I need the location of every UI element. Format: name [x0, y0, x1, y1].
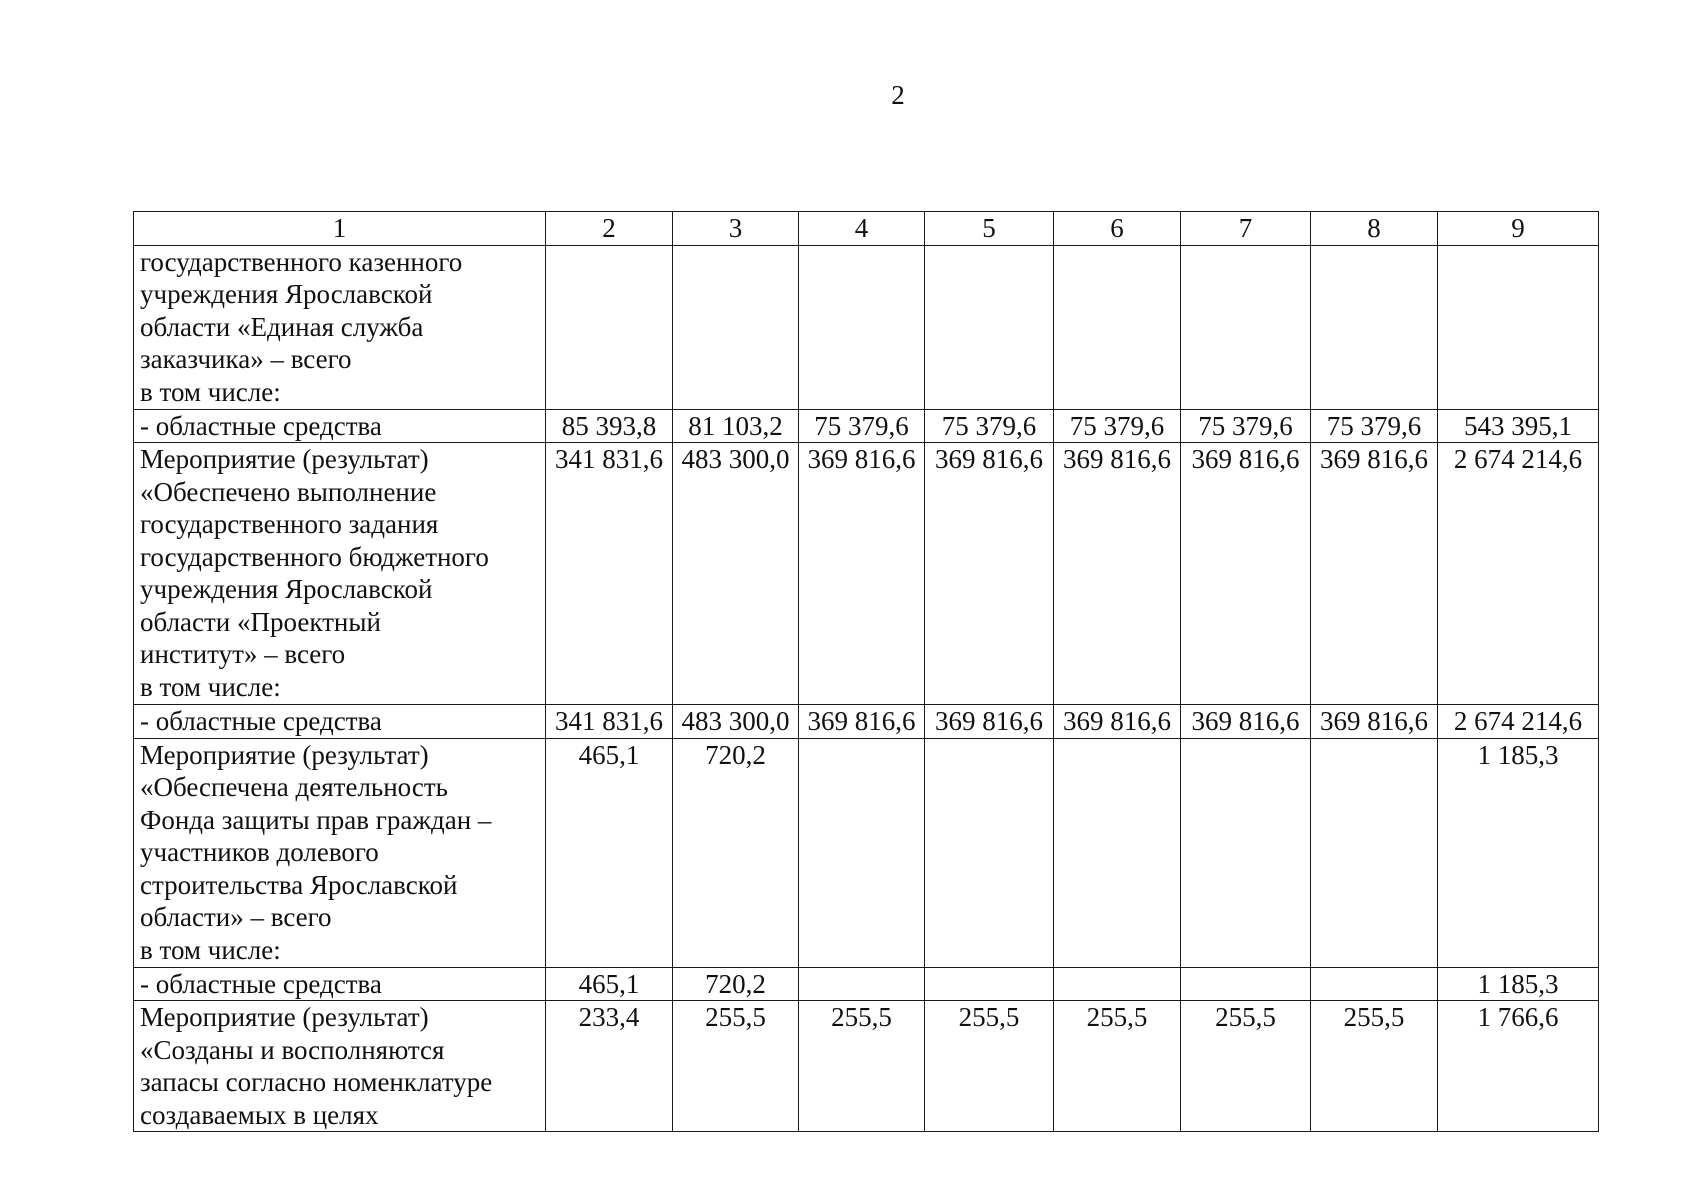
- value-cell: 1 185,3: [1438, 738, 1599, 967]
- value-cell: 85 393,8: [546, 409, 673, 443]
- value-cell: [1054, 967, 1181, 1001]
- value-cell: [799, 738, 925, 967]
- row-name-cell: Мероприятие (результат) «Обеспечено выполнение государственного задания государственного бюджетного учреждения Ярославской области «Проектный институт» – всего в том числе:: [134, 443, 546, 705]
- value-cell: 369 816,6: [925, 443, 1054, 705]
- value-cell: 369 816,6: [1311, 705, 1438, 739]
- value-cell: [1311, 245, 1438, 409]
- value-cell: [1181, 738, 1311, 967]
- value-cell: 483 300,0: [673, 705, 799, 739]
- value-cell: 720,2: [673, 738, 799, 967]
- page-number: 2: [891, 80, 905, 110]
- row-name-cell: Мероприятие (результат) «Созданы и восполняются запасы согласно номенклатуре создаваемых в целях: [134, 1001, 546, 1132]
- value-cell: 75 379,6: [1311, 409, 1438, 443]
- row-name-cell: государственного казенного учреждения Ярославской области «Единая служба заказчика» – всего в том числе:: [134, 245, 546, 409]
- value-cell: 75 379,6: [1181, 409, 1311, 443]
- value-cell: 255,5: [799, 1001, 925, 1132]
- row-name-cell: - областные средства: [134, 409, 546, 443]
- value-cell: 75 379,6: [1054, 409, 1181, 443]
- activity-row: [134, 443, 1599, 705]
- row-name-cell: - областные средства: [134, 705, 546, 739]
- value-cell: 369 816,6: [1054, 705, 1181, 739]
- value-cell: 369 816,6: [1311, 443, 1438, 705]
- row-name-cell: Мероприятие (результат) «Обеспечена деятельность Фонда защиты прав граждан – участников долевого строительства Ярославской области» – всего в том числе:: [134, 738, 546, 967]
- value-cell: 483 300,0: [673, 443, 799, 705]
- column-number-header: 4: [799, 212, 925, 246]
- column-number-header: 8: [1311, 212, 1438, 246]
- column-number-header: 3: [673, 212, 799, 246]
- value-cell: [1181, 245, 1311, 409]
- value-cell: 255,5: [1054, 1001, 1181, 1132]
- value-cell: [1181, 967, 1311, 1001]
- value-cell: 341 831,6: [546, 443, 673, 705]
- budget-table: [133, 211, 1599, 1132]
- value-cell: 465,1: [546, 738, 673, 967]
- value-cell: 465,1: [546, 967, 673, 1001]
- value-cell: [546, 245, 673, 409]
- column-number-header: 1: [134, 212, 546, 246]
- column-number-header: 6: [1054, 212, 1181, 246]
- value-cell: 720,2: [673, 967, 799, 1001]
- value-cell: 369 816,6: [1181, 705, 1311, 739]
- row-name-cell: - областные средства: [134, 967, 546, 1001]
- value-cell: 369 816,6: [925, 705, 1054, 739]
- value-cell: [1054, 738, 1181, 967]
- value-cell: [1438, 245, 1599, 409]
- value-cell: 341 831,6: [546, 705, 673, 739]
- value-cell: 255,5: [673, 1001, 799, 1132]
- value-cell: 369 816,6: [1054, 443, 1181, 705]
- value-cell: [1311, 738, 1438, 967]
- value-cell: [1054, 245, 1181, 409]
- value-cell: 255,5: [1181, 1001, 1311, 1132]
- value-cell: 75 379,6: [799, 409, 925, 443]
- value-cell: [925, 738, 1054, 967]
- value-cell: 255,5: [925, 1001, 1054, 1132]
- value-cell: [925, 967, 1054, 1001]
- value-cell: [925, 245, 1054, 409]
- value-cell: 255,5: [1311, 1001, 1438, 1132]
- column-number-header: 7: [1181, 212, 1311, 246]
- value-cell: 543 395,1: [1438, 409, 1599, 443]
- value-cell: [1311, 967, 1438, 1001]
- funding-source-row: [134, 967, 1599, 1001]
- column-number-header: 9: [1438, 212, 1599, 246]
- column-number-header: 2: [546, 212, 673, 246]
- value-cell: 369 816,6: [799, 705, 925, 739]
- value-cell: 2 674 214,6: [1438, 443, 1599, 705]
- header-row: [134, 212, 1599, 246]
- value-cell: [673, 245, 799, 409]
- value-cell: 81 103,2: [673, 409, 799, 443]
- value-cell: 369 816,6: [1181, 443, 1311, 705]
- value-cell: 233,4: [546, 1001, 673, 1132]
- column-number-header: 5: [925, 212, 1054, 246]
- value-cell: 2 674 214,6: [1438, 705, 1599, 739]
- value-cell: 1 185,3: [1438, 967, 1599, 1001]
- value-cell: 1 766,6: [1438, 1001, 1599, 1132]
- value-cell: [799, 245, 925, 409]
- activity-row: [134, 738, 1599, 967]
- value-cell: [799, 967, 925, 1001]
- value-cell: 369 816,6: [799, 443, 925, 705]
- funding-source-row: [134, 705, 1599, 739]
- funding-source-row: [134, 409, 1599, 443]
- activity-row: [134, 245, 1599, 409]
- value-cell: 75 379,6: [925, 409, 1054, 443]
- activity-row: [134, 1001, 1599, 1132]
